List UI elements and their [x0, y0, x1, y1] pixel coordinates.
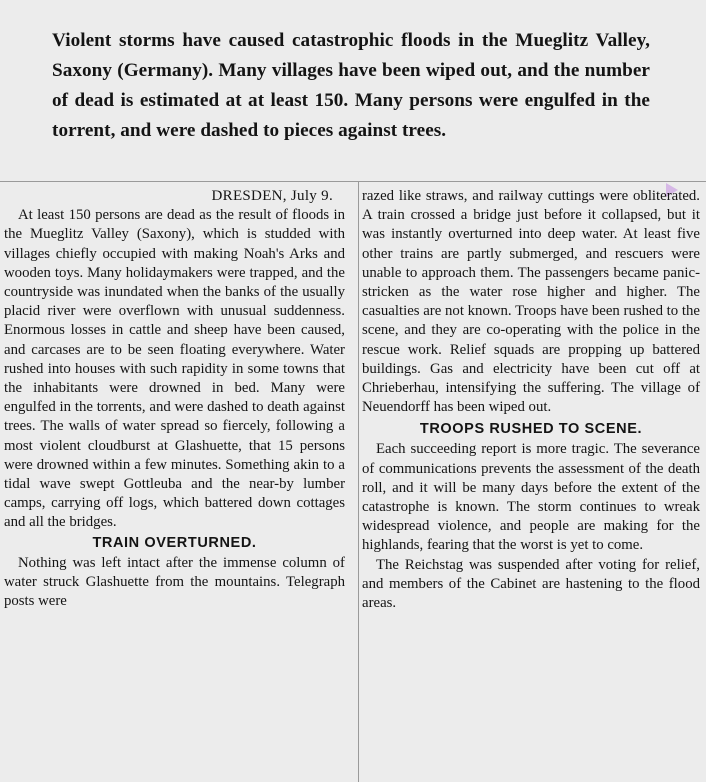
paragraph-glashuette: Nothing was left intact after the immense column of water struck Glashuette from the mountains. Telegraph posts were	[4, 554, 345, 610]
paragraph-flood-report: At least 150 persons are dead as the result of floods in the Mueglitz Valley (Saxony), which is studded with villages chiefly occupied with making Noah's Arks and wooden toys. Many holidaymakers were trapped, and the countryside was inundated when the banks of the usually placid river were overflown with unusual suddenness. Enormous losses in cattle and sheep have been caused, and carcases are to be seen floating everywhere. Water rushed into houses with such rapidity in some towns that the inhabitants were drowned in bed. Many were engulfed in the torrents, and were dashed to death against trees. The walls of water spread so fiercely, following a most violent cloudburst at Glashuette, that 15 persons were drowned within a few minutes. Something akin to a tidal wave swept Gottleuba and the near-by lumber camps, carrying off logs, which battered down cottages and all the bridges.	[4, 207, 345, 531]
subheading-troops-rushed: TROOPS RUSHED TO SCENE.	[419, 421, 643, 438]
horizontal-rule	[0, 181, 706, 182]
subheading-train-overturned: TRAIN OVERTURNED.	[92, 534, 257, 551]
dateline: DRESDEN, July 9.	[211, 188, 333, 204]
intro-summary: Violent storms have caused catastrophic floods in the Mueglitz Valley, Saxony (Germany). Many villages have been wiped out, and the number of dead is estimated at at least 150. Many persons were engulfed in the torrent, and were dashed to pieces against trees.	[52, 30, 650, 141]
paragraph-reports: Each succeeding report is more tragic. The severance of communications prevents the assessment of the death roll, and it will be many days before the extent of the catastrophe is known. The storm continues to wreak widespread violence, and people are making for the highlands, fearing that the worst is yet to come.	[362, 441, 700, 554]
left-column	[4, 187, 345, 611]
paragraph-reichstag: The Reichstag was suspended after voting for relief, and members of the Cabinet are hastening to the flood areas.	[362, 556, 700, 612]
paragraph-continued: razed like straws, and railway cuttings were obliterated. A train crossed a bridge just before it collapsed, but it was instantly overturned into deep water. At least five other trains are partly submerged, and rescuers were unable to approach them. The passengers became panic-stricken as the water rose higher and higher. The casualties are not known. Troops have been rushed to the scene, and they are co-operating with the police in the rescue work. Relief squads are propping up battered buildings. Gas and electricity have been cut off at Chrieberhau, intensifying the suffering. The village of Neuendorff has been wiped out.	[362, 188, 700, 416]
right-column	[362, 187, 700, 613]
column-divider	[358, 182, 359, 782]
